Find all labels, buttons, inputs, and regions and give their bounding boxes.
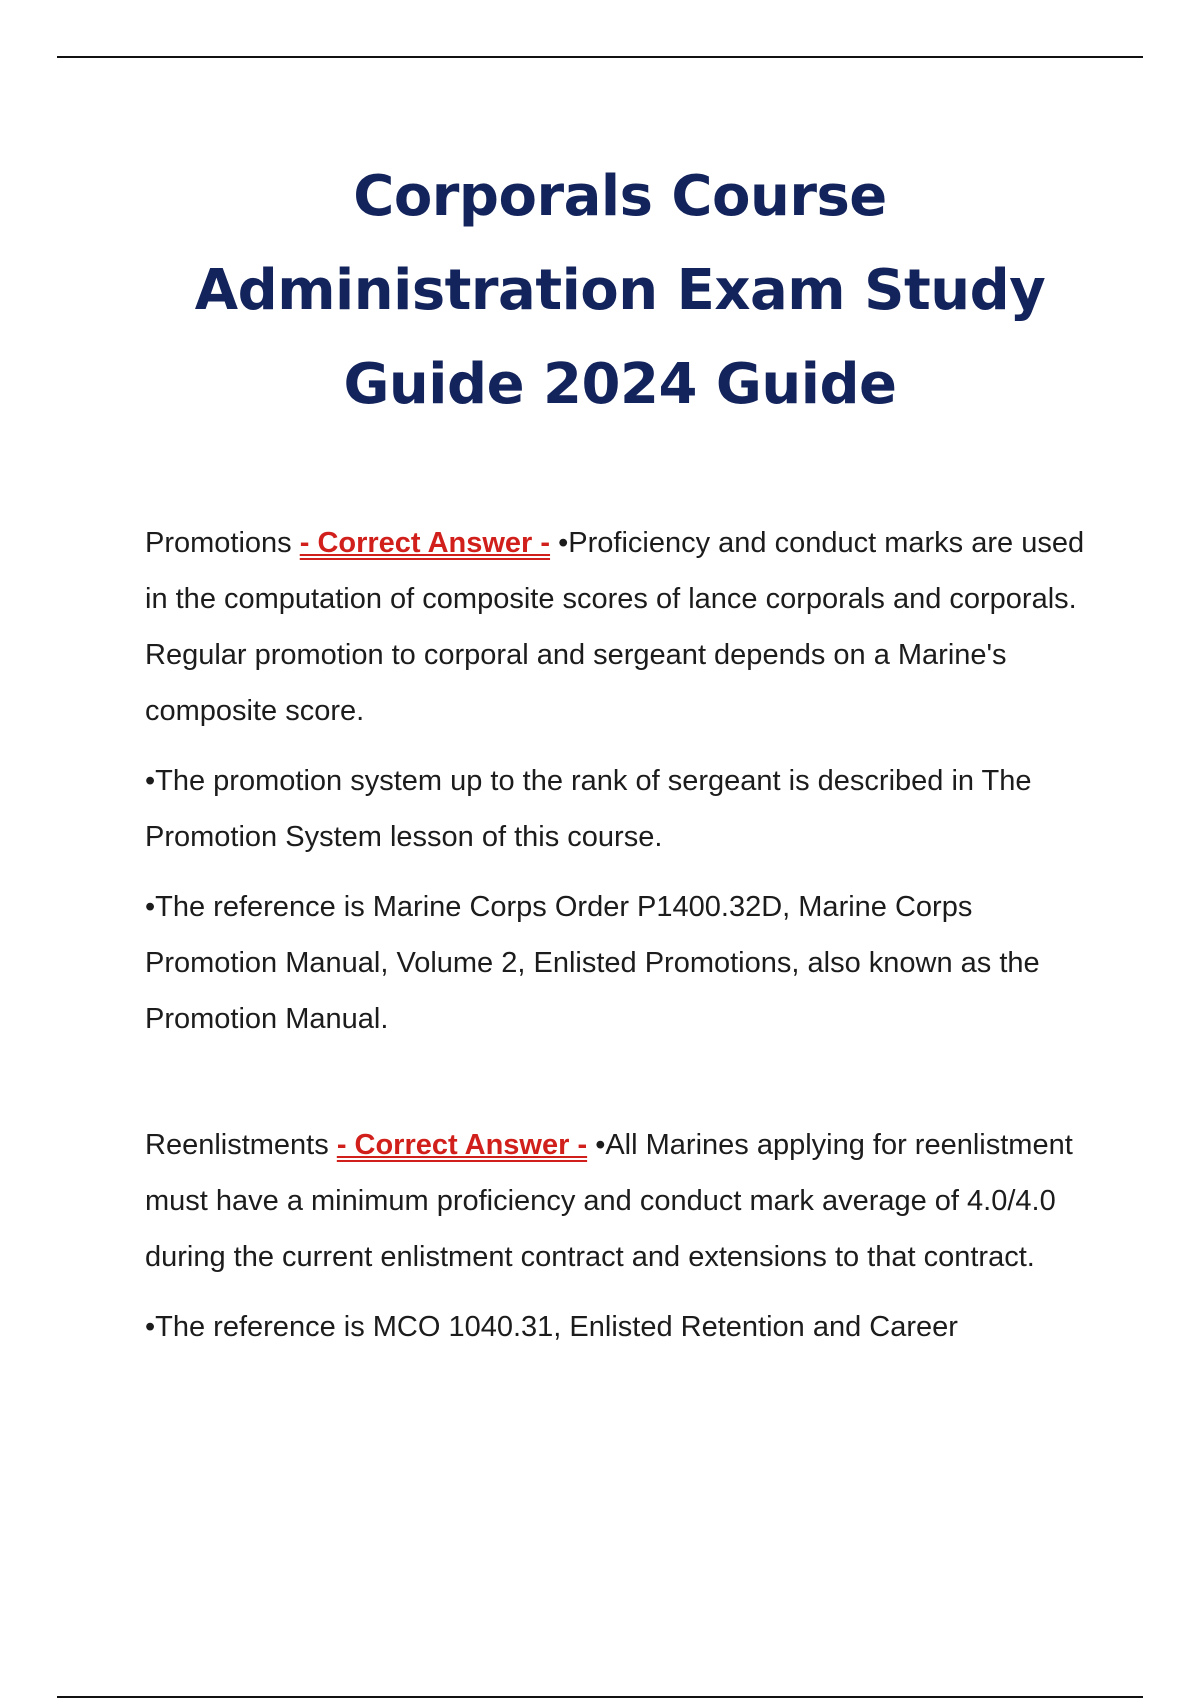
answer-text: •Proficiency and conduct marks are used in the computation of composite scores of lance corporals and corporals. Regular promotion to corporal and sergeant depends on a Marine's composite score.	[145, 527, 1085, 727]
top-rule	[57, 56, 1143, 58]
correct-answer-marker: - Correct Answer -	[299, 527, 551, 559]
answer-text: •All Marines applying for reenlistment must have a minimum proficiency and conduct mark average of 4.0/4.0 during the current enlistment contract and extensions to that contract.	[145, 1129, 1073, 1273]
qa-paragraph	[145, 515, 1095, 739]
question-term: Reenlistments	[145, 1129, 329, 1161]
section-promotions	[145, 515, 1095, 1047]
document-body	[145, 515, 1095, 1369]
section-reenlistments	[145, 1117, 1095, 1355]
bullet-paragraph: •The promotion system up to the rank of sergeant is described in The Promotion System lesson of this course.	[145, 765, 1032, 853]
bullet-paragraph: •The reference is Marine Corps Order P1400.32D, Marine Corps Promotion Manual, Volume 2, Enlisted Promotions, also known as the Promotion Manual.	[145, 891, 1040, 1035]
document-title	[160, 150, 1080, 432]
correct-answer-marker: - Correct Answer -	[336, 1129, 588, 1161]
title-line-1: Corporals Course	[353, 164, 887, 229]
title-line-2: Administration Exam Study	[194, 258, 1046, 323]
qa-paragraph	[145, 1117, 1095, 1285]
title-line-3: Guide 2024 Guide	[343, 352, 897, 417]
question-term: Promotions	[145, 527, 292, 559]
bullet-paragraph: •The reference is MCO 1040.31, Enlisted Retention and Career	[145, 1311, 958, 1343]
bottom-rule	[57, 1696, 1143, 1698]
